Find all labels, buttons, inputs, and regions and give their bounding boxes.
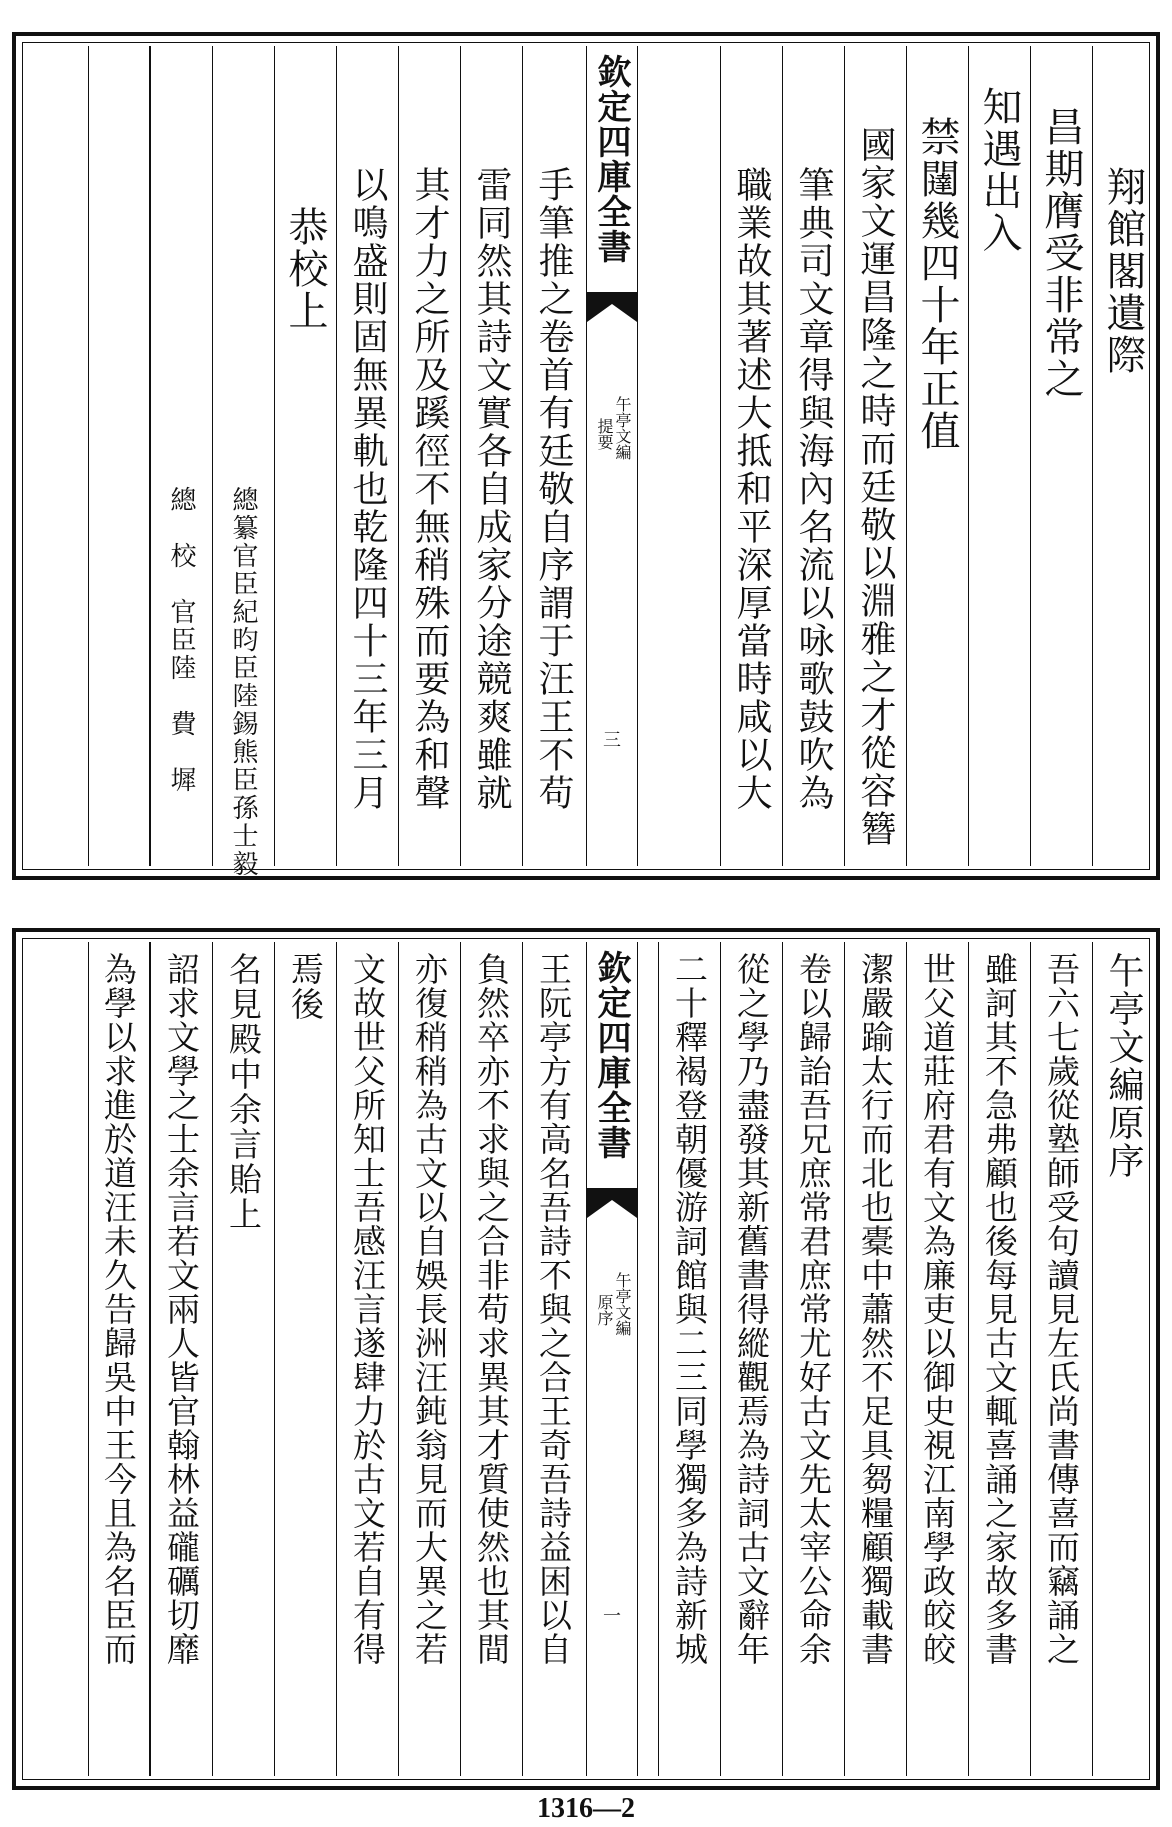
column-text: 其才力之所及蹊徑不無稍殊而要為和聲 (409, 166, 450, 812)
column-text: 為學以求進於道汪未久告歸吳中王今且為名臣而 (99, 952, 138, 1666)
text-column (720, 942, 782, 1776)
column-text: 詔求文學之士余言若文兩人皆官翰林益礲礪切靡 (162, 952, 201, 1666)
column-text: 筆典司文章得與海內名流以咏歌鼓吹為 (793, 166, 834, 812)
text-column (720, 46, 782, 866)
band-title: 欽定四庫全書 (591, 54, 631, 264)
column-text: 文故世父所知士吾感汪言遂肆力於古文若自有得 (348, 952, 387, 1666)
text-column (844, 942, 906, 1776)
text-column (1030, 46, 1092, 866)
column-text: 雖訶其不急弗顧也後每見古文輒喜誦之家故多書 (980, 952, 1019, 1666)
column-text: 職業故其著述大抵和平深厚當時咸以大 (731, 166, 772, 812)
text-column (460, 942, 522, 1776)
fishtail-mark (587, 1188, 637, 1218)
text-column (88, 942, 150, 1776)
text-column (658, 942, 720, 1776)
page-number: 1316—2 (537, 1793, 635, 1824)
text-column (844, 46, 906, 866)
text-column (150, 942, 212, 1776)
band-page-number: 一 (603, 1606, 621, 1627)
text-column (212, 46, 274, 878)
text-column (274, 46, 336, 866)
text-column (906, 942, 968, 1776)
column-text: 負然卒亦不求與之合非苟求異其才質使然也其間 (472, 952, 511, 1666)
column-text: 以鳴盛則固無異軌也乾隆四十三年三月 (347, 166, 388, 812)
center-band (586, 46, 638, 866)
column-text: 從之學乃盡發其新舊書得縱觀焉為詩詞古文辭年 (732, 952, 771, 1666)
column-text: 吾六七歲從塾師受句讀見左氏尚書傳喜而竊誦之 (1042, 952, 1081, 1666)
column-text: 總 校 官臣陸 費 墀 (166, 486, 196, 794)
band-section: 原序 (595, 1294, 614, 1326)
column-text: 知遇出入 (976, 86, 1022, 254)
text-column (1030, 942, 1092, 1776)
column-text: 卷以歸詒吾兄庶常君庶常尤好古文先太宰公命余 (794, 952, 833, 1666)
column-text: 翔館閣遺際 (1100, 166, 1146, 376)
text-column (1092, 46, 1154, 866)
column-text: 潔嚴踰太行而北也橐中蕭然不足具芻糧顧獨載書 (856, 952, 895, 1666)
bottom-page (12, 928, 1160, 1790)
column-text: 二十釋褐登朝優游詞館與二三同學獨多為詩新城 (670, 952, 709, 1666)
text-column (212, 942, 274, 1776)
text-column (336, 46, 398, 866)
band-section: 提要 (595, 418, 614, 450)
band-title: 欽定四庫全書 (591, 950, 631, 1160)
band-page-number: 三 (603, 730, 621, 751)
top-page-columns (26, 46, 1146, 878)
text-column (398, 942, 460, 1776)
text-column (460, 46, 522, 866)
column-text: 國家文運昌隆之時而廷敬以淵雅之才從容簪 (855, 126, 896, 848)
text-column (274, 942, 336, 1776)
column-text: 總纂官臣紀昀臣陸錫熊臣孫士毅 (228, 486, 258, 878)
text-column (1092, 942, 1154, 1776)
text-column (398, 46, 460, 866)
text-column (336, 942, 398, 1776)
text-column (906, 46, 968, 866)
fishtail-mark (587, 292, 637, 322)
text-column (968, 46, 1030, 866)
text-column (782, 942, 844, 1776)
text-column (782, 46, 844, 866)
column-text: 午亭文編原序 (1103, 952, 1144, 1180)
center-band (586, 942, 638, 1776)
column-text: 手筆推之卷首有廷敬自序謂于汪王不苟 (533, 166, 574, 812)
column-text: 名見殿中余言貽上 (224, 952, 263, 1232)
column-text: 亦復稍稍為古文以自娛長洲汪鈍翁見而大異之若 (410, 952, 449, 1666)
column-text: 雷同然其詩文實各自成家分途競爽雖就 (471, 166, 512, 812)
bottom-page-columns (26, 942, 1146, 1776)
text-column (150, 46, 212, 866)
band-work-title: 午亭文編 (613, 396, 632, 460)
band-work-title: 午亭文編 (613, 1272, 632, 1336)
column-text: 王阮亭方有高名吾詩不與之合王奇吾詩益困以自 (534, 952, 573, 1666)
column-text: 焉後 (286, 952, 325, 1022)
top-page (12, 32, 1160, 880)
column-text: 禁闥幾四十年正值 (914, 116, 960, 452)
column-text: 恭校上 (282, 206, 328, 332)
column-text: 昌期膺受非常之 (1038, 106, 1084, 400)
text-column (522, 942, 584, 1776)
text-column (88, 46, 150, 866)
column-text: 世父道莊府君有文為廉吏以御史視江南學政皎皎 (918, 952, 957, 1666)
text-column (968, 942, 1030, 1776)
text-column (522, 46, 584, 866)
